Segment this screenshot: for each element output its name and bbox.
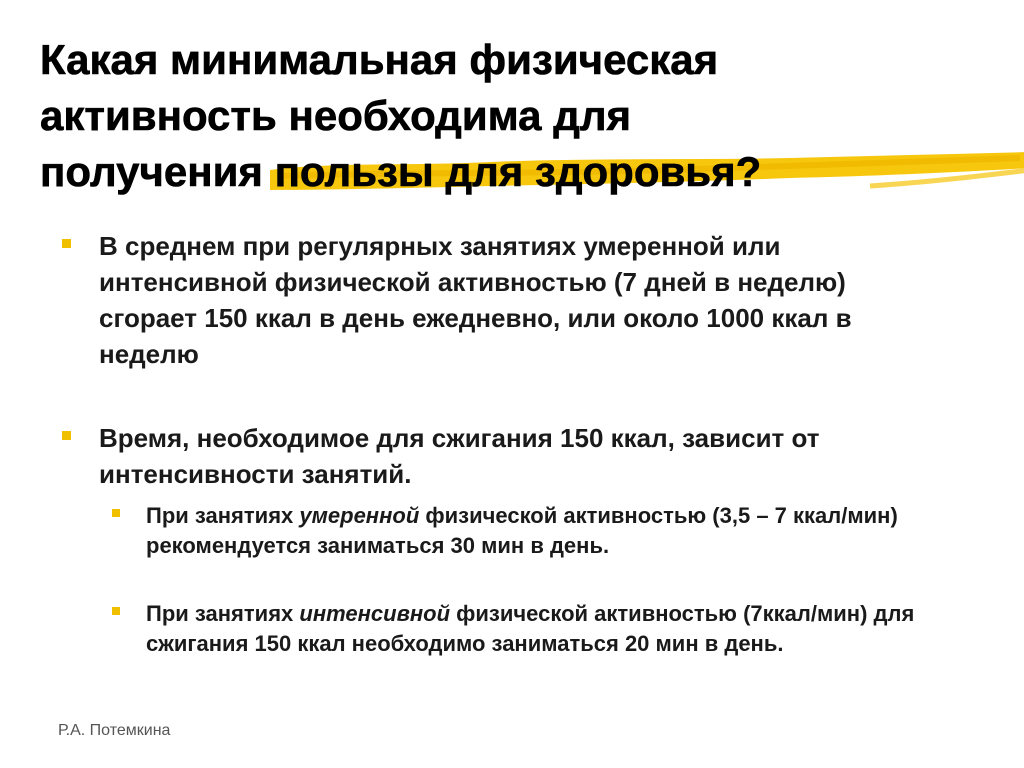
square-bullet-icon — [62, 431, 71, 440]
title-line: получения пользы для здоровья? — [40, 148, 762, 195]
square-bullet-icon — [62, 239, 71, 248]
sub-bullet-item — [112, 599, 942, 659]
title-line: активность необходима для — [40, 92, 632, 139]
bullet-item — [62, 420, 962, 492]
bullet-item — [62, 228, 962, 372]
sub-bullet-text-part: При занятиях — [146, 503, 300, 528]
sub-bullet-text — [146, 501, 916, 561]
sub-bullet-text-part: физической активностью (3,5 – 7 ккал/мин) рекомендуется заниматься 30 мин в день. — [146, 503, 898, 558]
sub-bullet-emphasis: интенсивной — [299, 601, 451, 626]
square-bullet-icon — [112, 509, 120, 517]
sub-bullet-emphasis: умеренной — [299, 503, 420, 528]
sub-bullet-text-part: При занятиях — [146, 601, 300, 626]
sub-bullet-item — [112, 501, 942, 561]
slide-title — [40, 32, 1000, 200]
sub-bullet-text — [146, 599, 916, 659]
bullet-text: Время, необходимое для сжигания 150 ккал, зависит от интенсивности занятий. — [99, 423, 820, 489]
title-line: Какая минимальная физическая — [40, 36, 719, 83]
slide-footer-author: Р.А. Потемкина — [58, 722, 171, 739]
bullet-text: В среднем при регулярных занятиях умеренной или интенсивной физической активностью (7 дней в неделю) сгорает 150 ккал в день ежедневно, или около 1000 ккал в неделю — [99, 231, 852, 369]
square-bullet-icon — [112, 607, 120, 615]
sub-bullet-text-part: физической активностью (7ккал/мин) для сжигания 150 ккал необходимо заниматься 20 мин в день. — [146, 601, 915, 656]
